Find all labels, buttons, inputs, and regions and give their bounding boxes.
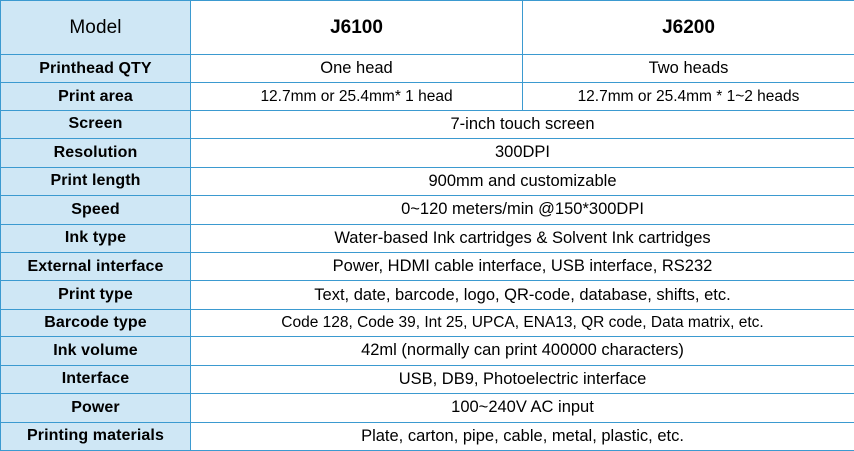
table-row bbox=[1, 83, 854, 110]
row-value-shared: 0~120 meters/min @150*300DPI bbox=[191, 196, 854, 224]
row-value-shared: Text, date, barcode, logo, QR-code, database, shifts, etc. bbox=[191, 281, 854, 309]
row-value-shared: Water-based Ink cartridges & Solvent Ink cartridges bbox=[191, 224, 854, 252]
row-label: Screen bbox=[1, 110, 191, 138]
row-label: Interface bbox=[1, 365, 191, 393]
row-value-shared: 42ml (normally can print 400000 characters) bbox=[191, 337, 854, 365]
row-label: External interface bbox=[1, 252, 191, 280]
row-value-shared: Plate, carton, pipe, cable, metal, plastic, etc. bbox=[191, 422, 854, 450]
row-value-j6100: One head bbox=[191, 55, 523, 83]
table-row bbox=[1, 309, 854, 336]
row-label: Print type bbox=[1, 281, 191, 309]
table-row bbox=[1, 167, 854, 195]
row-label: Speed bbox=[1, 196, 191, 224]
table-row bbox=[1, 337, 854, 365]
row-label: Ink type bbox=[1, 224, 191, 252]
row-value-j6200: 12.7mm or 25.4mm * 1~2 heads bbox=[523, 83, 854, 110]
row-value-shared: 7-inch touch screen bbox=[191, 110, 854, 138]
row-label: Resolution bbox=[1, 139, 191, 167]
column-header-model: Model bbox=[1, 1, 191, 55]
table-row bbox=[1, 55, 854, 83]
row-label: Power bbox=[1, 394, 191, 422]
row-value-shared: 300DPI bbox=[191, 139, 854, 167]
table-row bbox=[1, 281, 854, 309]
table-row bbox=[1, 422, 854, 450]
row-label: Barcode type bbox=[1, 309, 191, 336]
row-value-shared: 100~240V AC input bbox=[191, 394, 854, 422]
table-body bbox=[1, 1, 854, 451]
table-row bbox=[1, 139, 854, 167]
row-value-shared: 900mm and customizable bbox=[191, 167, 854, 195]
row-value-j6100: 12.7mm or 25.4mm* 1 head bbox=[191, 83, 523, 110]
row-value-shared: USB, DB9, Photoelectric interface bbox=[191, 365, 854, 393]
table-header-row bbox=[1, 1, 854, 55]
row-label: Printhead QTY bbox=[1, 55, 191, 83]
column-header-j6100: J6100 bbox=[191, 1, 523, 55]
row-value-j6200: Two heads bbox=[523, 55, 854, 83]
row-value-shared: Code 128, Code 39, Int 25, UPCA, ENA13, QR code, Data matrix, etc. bbox=[191, 309, 854, 336]
row-label: Print area bbox=[1, 83, 191, 110]
table-row bbox=[1, 224, 854, 252]
column-header-j6200: J6200 bbox=[523, 1, 854, 55]
table-row bbox=[1, 196, 854, 224]
row-value-shared: Power, HDMI cable interface, USB interface, RS232 bbox=[191, 252, 854, 280]
table-row bbox=[1, 394, 854, 422]
row-label: Ink volume bbox=[1, 337, 191, 365]
row-label: Printing materials bbox=[1, 422, 191, 450]
table-row bbox=[1, 365, 854, 393]
table-row bbox=[1, 110, 854, 138]
table-row bbox=[1, 252, 854, 280]
row-label: Print length bbox=[1, 167, 191, 195]
